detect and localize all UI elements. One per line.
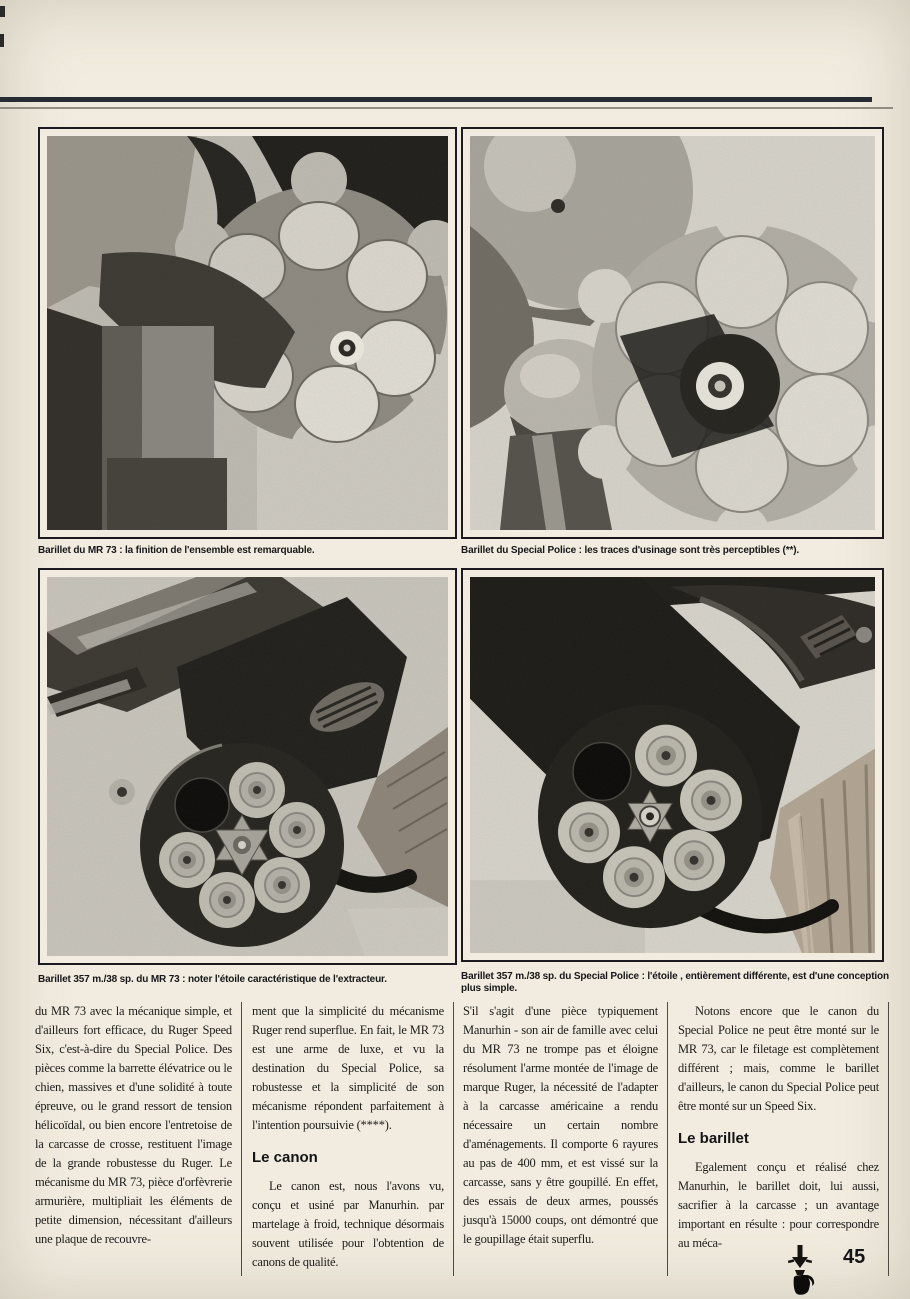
paragraph: S'il s'agit d'une pièce typiquement Manurhin - son air de famille avec celui du MR 73 ne trompe pas et éloigne résolument l'arme montée de l'image de marque Ruger, la nécessité de l'adapter à la carcasse américaine a rendu nécessaire un certain nombre d'aménagements. Il comporte 6 rayures au pas de 400 mm, et est vissé sur la carcasse, sans y être goupillé. En effet, des essais de deux armes, poussés jusqu'à 15000 coups, ont démontré que le goupillage était superflu. <box>463 1004 658 1246</box>
photo-special-police-loaded-cylinder <box>461 568 884 962</box>
photo3-caption: Barillet 357 m./38 sp. du MR 73 : noter l'étoile caractéristique de l'extracteur. <box>38 974 387 985</box>
section-heading-barillet: Le barillet <box>678 1130 749 1147</box>
paragraph: Le canon est, nous l'avons vu, conçu et usiné par Manurhin. par martelage à froid, technique désormais souvent utilisée pour l'obtention de canons de qualité. <box>252 1179 444 1269</box>
header-rule-thick <box>0 97 872 102</box>
page-number: 45 <box>843 1246 866 1268</box>
header-rule-thin <box>0 107 893 109</box>
paragraph: Egalement conçu et réalisé chez Manurhin, le barillet doit, lui aussi, sacrifier à la carcasse ; un avantage important en résulte : pour correspondre au méca- <box>678 1160 879 1250</box>
section-heading-canon: Le canon <box>252 1149 318 1166</box>
paragraph: ment que la simplicité du mécanisme Ruger rend superflue. En fait, le MR 73 est une arme de luxe, et vu la destination du Special Police, sa robustesse et la simplicité de son mécanisme répondent parfaitement à l'intention poursuivie (****). <box>252 1004 444 1132</box>
scan-artifact <box>0 34 4 47</box>
photo2-caption: Barillet du Special Police : les traces d'usinage sont très perceptibles (**). <box>461 545 800 556</box>
paragraph: du MR 73 avec la mécanique simple, et d'ailleurs fort efficace, du Ruger Speed Six, c'est-à-dire du Special Police. Des pièces comme la barrette élévatrice ou le chien, massives et d'une solidité à toute épreuve, ou le grand ressort de tension hélicoïdal, ou bien encore l'entretoise de la carcasse de crosse, restituent l'image de la grande robustesse du Ruger. Le mécanisme du MR 73, pièce d'orfèvrerie armurière, multipliait les éléments de petite dimension, nécessitant d'ailleurs une plaque de recouvre- <box>35 1004 232 1246</box>
down-arrow-cartridge-icon <box>784 1244 816 1296</box>
photo-special-police-cylinder <box>461 127 884 539</box>
photo-mr73-loaded-cylinder <box>38 568 457 965</box>
text-column-2 <box>252 1002 454 1276</box>
photo1-caption: Barillet du MR 73 : la finition de l'ensemble est remarquable. <box>38 545 315 556</box>
text-column-4 <box>678 1002 889 1276</box>
photo-mr73-cylinder <box>38 127 457 539</box>
photo4-caption: Barillet 357 m./38 sp. du Special Police : l'étoile , entièrement différente, est d'une conception plus simple. <box>461 971 889 994</box>
text-column-3 <box>463 1002 668 1276</box>
revolver-photo-illustration <box>47 577 448 956</box>
paragraph: Notons encore que le canon du Special Police ne peut être monté sur le MR 73, car le filetage est complètement différent ; mais, comme le barillet d'ailleurs, le canon du Special Police peut être monté sur un Speed Six. <box>678 1004 879 1113</box>
revolver-photo-illustration <box>470 136 875 530</box>
revolver-photo-illustration <box>47 136 448 530</box>
scan-artifact <box>0 6 5 17</box>
text-column-1 <box>35 1002 242 1276</box>
revolver-photo-illustration <box>470 577 875 953</box>
